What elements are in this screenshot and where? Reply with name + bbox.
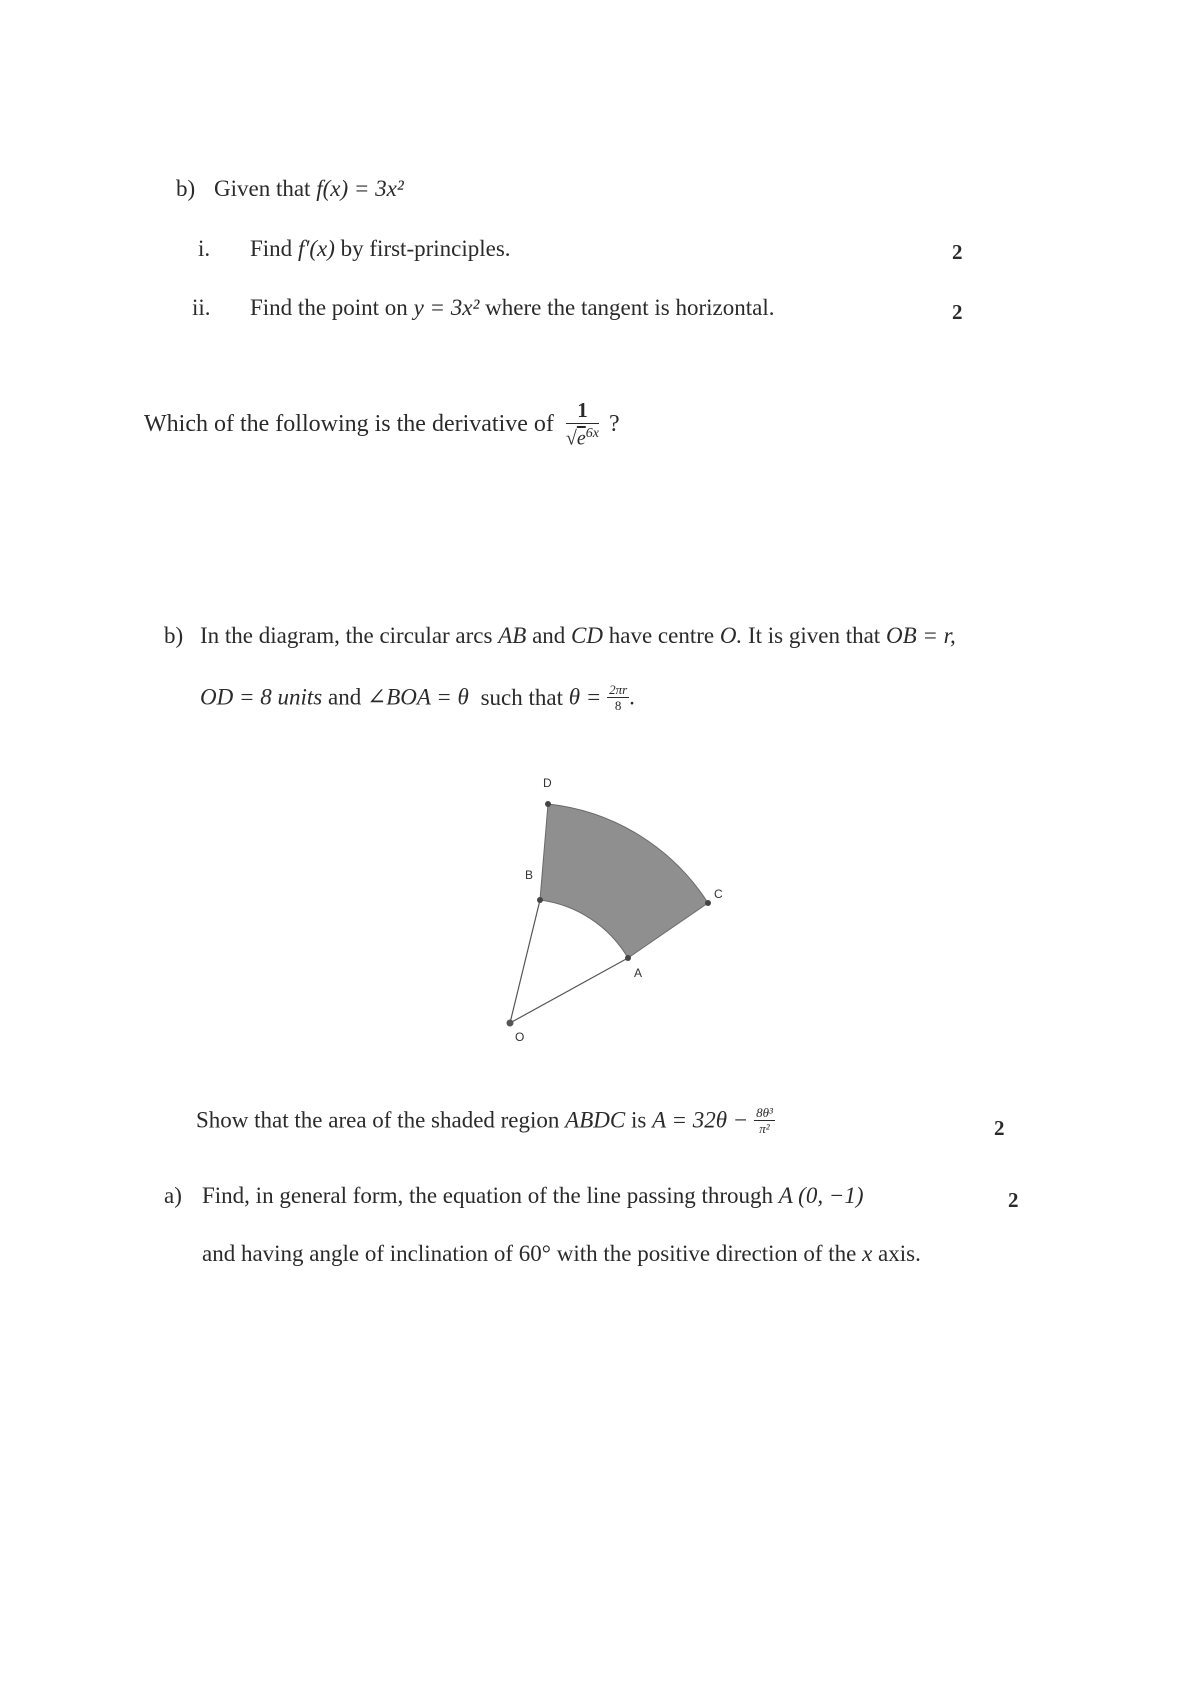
q1-intro-text: Given that [214,176,311,201]
q1-function: f(x) = 3x² [316,176,404,201]
q4-line2-a: and having angle of inclination of 60° with the positive direction of the [202,1241,857,1266]
q3-line1-a: In the diagram, the circular arcs [200,623,493,648]
q3-line2-such: such that [480,684,563,710]
q1-item-math: y = 3x² [413,295,480,320]
radius-oa [510,958,628,1023]
q3-line1-c: have centre [608,623,715,648]
q1-item-pre: Find [250,236,293,261]
q4-axis: x [862,1241,873,1266]
q3-angle: ∠BOA = θ [366,684,469,710]
q1-item-text [250,295,774,321]
q4-marks: 2 [1008,1188,1019,1212]
q3-arc1: AB [498,623,527,648]
q3-area-den: π² [759,1121,770,1137]
label-d: D [543,776,552,790]
q2-frac-den [566,424,599,449]
q2-text: Which of the following is the derivative of [144,410,554,437]
q1-item-numeral: i. [198,236,211,261]
q3-area-num: 8θ³ [756,1105,773,1121]
shaded-region [540,804,708,958]
q1-item-math: f′(x) [297,236,335,261]
q3-show-is: is [630,1107,647,1133]
q3-show-line [196,1106,775,1135]
q3-region: ABDC [565,1107,626,1133]
point-c-marker [705,900,711,906]
q3-ob: OB = r, [885,623,956,648]
q3-theta-end: . [629,684,635,710]
point-d-marker [545,801,551,807]
q3-line2 [200,683,635,712]
q4-line2 [202,1241,921,1267]
q4-line2-b: axis. [878,1241,921,1266]
q3-line1-b: and [532,623,566,648]
q1-item-marks: 2 [952,240,963,264]
q3-marks: 2 [994,1116,1005,1140]
q1-item-numeral: ii. [192,295,211,320]
q3-arc2: CD [571,623,603,648]
q1-item-post: by first-principles. [340,236,511,261]
point-b-marker [537,897,543,903]
q3-theta-frac [607,683,629,712]
sector-diagram [470,770,730,1060]
label-c: C [714,887,723,901]
q3-theta-num: 2πr [609,682,628,698]
point-o-marker [507,1020,514,1027]
q3-part-label: b) [164,623,184,648]
q3-line1 [200,623,956,649]
q2-base: e [576,427,586,450]
q2-fraction [566,400,599,449]
q1-item-pre: Find the point on [250,295,408,320]
label-b: B [525,868,534,882]
q2-qmark: ? [608,410,620,437]
q3-show-pre: Show that the area of the shaded region [196,1107,560,1133]
q2-root: √ [565,427,577,450]
label-a: A [634,966,643,980]
q3-area-eq: A = 32θ − [652,1107,749,1133]
q2-question [144,400,620,449]
q1-item-text [250,236,511,262]
q3-theta-eq: θ = [568,684,602,710]
point-a-marker [625,955,631,961]
q1-part-label: b) [176,176,196,201]
q4-line1-a: Find, in general form, the equation of the line passing through [202,1183,774,1208]
q3-line1-d: It is given that [747,623,881,648]
q1-item-marks: 2 [952,300,963,324]
q4-line1 [202,1183,864,1209]
q3-od: OD = 8 units [200,684,323,710]
q2-exponent: 6x [585,426,599,441]
q4-point: A (0, −1) [778,1183,864,1208]
q1-item-post: where the tangent is horizontal. [485,295,775,320]
label-o: O [515,1030,525,1044]
q1-intro [214,176,404,202]
q2-frac-num: 1 [566,400,599,424]
q3-centre: O. [719,623,743,648]
q3-area-frac [754,1106,775,1135]
q4-part-label: a) [164,1183,182,1208]
q3-theta-den: 8 [614,698,622,714]
q3-line2-and: and [327,684,362,710]
radius-ob [510,900,540,1023]
